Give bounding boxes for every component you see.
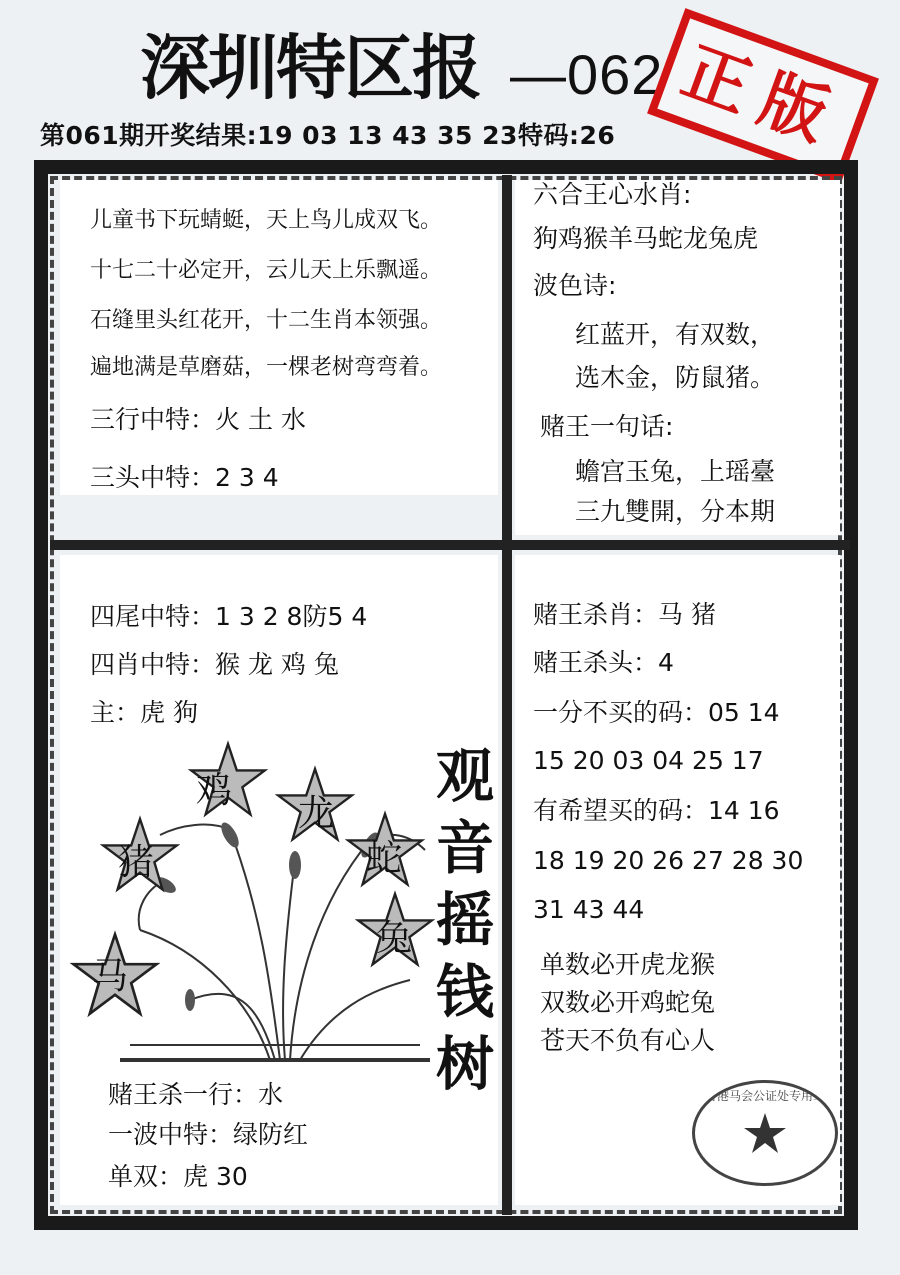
bose-line: 选木金，防鼠猪。 xyxy=(575,363,776,392)
bose-label: 波色诗: xyxy=(533,271,617,300)
bose-line: 红蓝开，有双数， xyxy=(575,320,776,349)
duwang-line: 蟾宫玉兔，上瑶臺 xyxy=(575,457,776,486)
star-label: 蛇 xyxy=(366,838,403,879)
zhu-label: 主：虎 狗 xyxy=(90,698,198,727)
star-label: 兔 xyxy=(376,918,413,959)
sanxing-zhongte: 三行中特：火 土 水 xyxy=(90,405,306,434)
sixiao-zhongte: 四肖中特：猴 龙 鸡 兔 xyxy=(90,650,339,679)
yifen-numbers: 15 20 03 04 25 17 xyxy=(533,746,764,775)
duwang-label: 赌王一句话: xyxy=(540,412,674,441)
official-seal xyxy=(692,1080,838,1186)
vertical-title xyxy=(420,740,510,1100)
yifen-label: 一分不买的码：05 14 xyxy=(533,698,780,727)
vertical-char: 摇 xyxy=(435,886,494,954)
star-label: 鸡 xyxy=(196,770,233,811)
danshuang: 单双：虎 30 xyxy=(108,1162,248,1191)
star-label: 龙 xyxy=(298,793,335,834)
youxi-numbers: 18 19 20 26 27 28 30 xyxy=(533,846,804,875)
authentic-stamp: 正版 xyxy=(647,8,879,184)
youxi-label: 有希望买的码：14 16 xyxy=(533,796,780,825)
draw-results: 第061期开奖结果:19 03 13 43 35 23特码:26 xyxy=(40,121,616,150)
liuhe-label: 六合王心水肖: xyxy=(533,180,692,209)
santou-zhongte: 三头中特：2 3 4 xyxy=(90,463,279,492)
issue-number: —062 xyxy=(510,43,664,106)
poem-line: 十七二十必定开，云儿天上乐飘遥。 xyxy=(90,258,443,283)
duwang-line: 三九雙開，分本期 xyxy=(575,497,776,526)
closing-line: 单数必开虎龙猴 xyxy=(540,950,716,979)
sha-xiao: 赌王杀肖：马 猪 xyxy=(533,600,716,629)
newspaper-title: 深圳特区报 xyxy=(140,26,480,109)
divider-horizontal xyxy=(50,540,850,550)
star-label: 猪 xyxy=(118,842,155,883)
yibo-zhongte: 一波中特：绿防红 xyxy=(108,1120,309,1149)
siwei-zhongte: 四尾中特：1 3 2 8防5 4 xyxy=(90,602,368,631)
vertical-char: 音 xyxy=(435,814,494,882)
vertical-char: 树 xyxy=(435,1030,494,1098)
vertical-char: 观 xyxy=(435,742,494,810)
liuhe-value: 狗鸡猴羊马蛇龙兔虎 xyxy=(533,224,759,253)
poem-line: 石缝里头红花开，十二生肖本领强。 xyxy=(90,308,443,333)
poem-line: 儿童书下玩蜻蜓，天上鸟儿成双飞。 xyxy=(90,208,443,233)
closing-line: 双数必开鸡蛇兔 xyxy=(540,988,716,1017)
closing-line: 苍天不负有心人 xyxy=(540,1026,716,1055)
sha-tou: 赌王杀头：4 xyxy=(533,648,674,677)
vertical-char: 钱 xyxy=(435,958,494,1026)
poem-line: 遍地满是草磨菇，一棵老树弯弯着。 xyxy=(90,355,443,380)
seal-text: 香港马会公证处专用章 xyxy=(704,1089,825,1103)
youxi-numbers: 31 43 44 xyxy=(533,895,645,924)
star-label: 马 xyxy=(92,956,129,997)
sha-yixing: 赌王杀一行：水 xyxy=(108,1080,284,1109)
